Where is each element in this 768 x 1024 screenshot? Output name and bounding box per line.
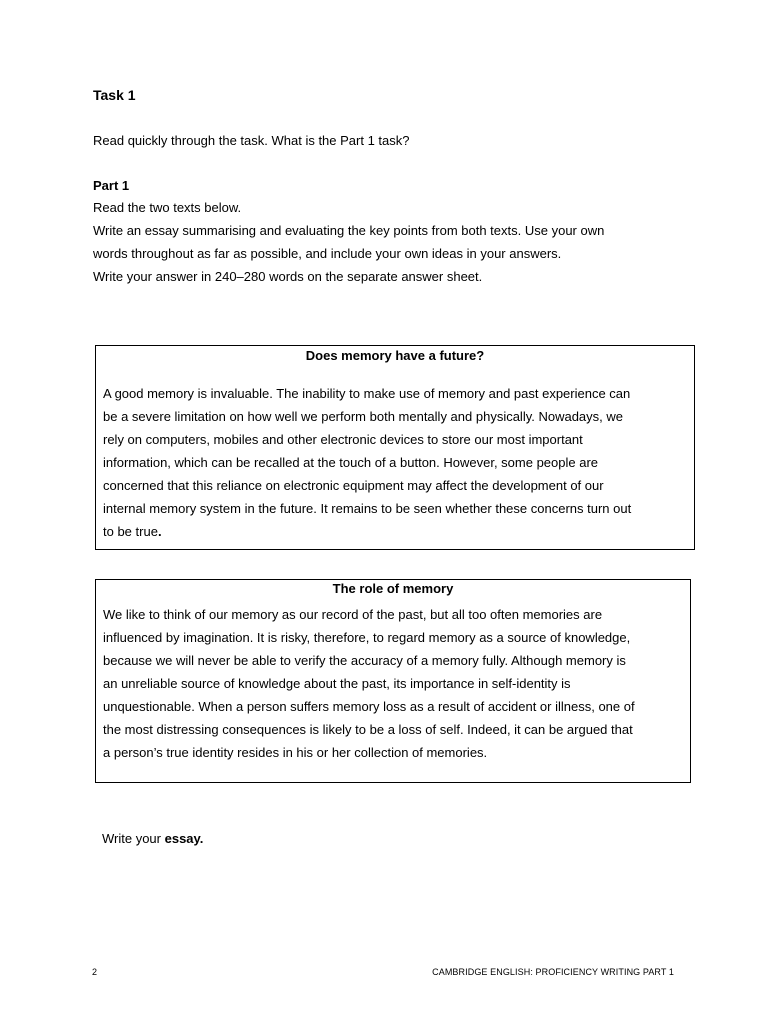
paragraph-line: unquestionable. When a person suffers memory loss as a result of accident or illness, one of — [103, 699, 635, 714]
task-title: Task 1 — [93, 87, 136, 103]
paragraph-line: concerned that this reliance on electronic equipment may affect the development of our — [103, 478, 604, 493]
paragraph-line-text: to be true — [103, 524, 158, 539]
instruction-line: Read the two texts below. — [93, 200, 242, 215]
task-intro: Read quickly through the task. What is the Part 1 task? — [93, 133, 410, 148]
bold-full-stop: . — [157, 524, 162, 539]
text-box-heading: Does memory have a future? — [305, 348, 485, 363]
paragraph-line: because we will never be able to verify the accuracy of a memory fully. Although memory is — [103, 653, 626, 668]
text-box-paragraph — [103, 382, 687, 543]
closing-emphasis: essay. — [164, 831, 204, 846]
paragraph-line: an unreliable source of knowledge about the past, its importance in self-identity is — [103, 676, 571, 691]
paragraph-line: A good memory is invaluable. The inability to make use of memory and past experience can — [103, 386, 631, 401]
paragraph-line: the most distressing consequences is likely to be a loss of self. Indeed, it can be argued that — [103, 722, 633, 737]
instruction-line: Write your answer in 240–280 words on the separate answer sheet. — [93, 269, 483, 284]
part-title: Part 1 — [93, 178, 130, 193]
text-box-memory-future — [95, 345, 695, 550]
paragraph-line: rely on computers, mobiles and other electronic devices to store our most important — [103, 432, 583, 447]
text-box-heading: The role of memory — [332, 581, 454, 596]
paragraph-line: be a severe limitation on how well we perform both mentally and physically. Nowadays, we — [103, 409, 624, 424]
paragraph-line: information, which can be recalled at the touch of a button. However, some people are — [103, 455, 599, 470]
instruction-line: words throughout as far as possible, and include your own ideas in your answers. — [93, 246, 562, 261]
closing-prefix: Write your — [102, 831, 165, 846]
paragraph-line: internal memory system in the future. It remains to be seen whether these concerns turn out — [103, 501, 632, 516]
closing-instruction — [102, 831, 203, 846]
footer-title: CAMBRIDGE ENGLISH: PROFICIENCY WRITING PART 1 — [432, 967, 674, 977]
paragraph-line: influenced by imagination. It is risky, therefore, to regard memory as a source of knowledge, — [103, 630, 631, 645]
instruction-line: Write an essay summarising and evaluating the key points from both texts. Use your own — [93, 223, 605, 238]
paragraph-line — [103, 520, 687, 543]
text-box-paragraph — [103, 603, 683, 764]
page-number: 2 — [92, 967, 98, 977]
text-box-role-of-memory — [95, 579, 691, 783]
paragraph-line: a person’s true identity resides in his or her collection of memories. — [103, 745, 488, 760]
paragraph-line: We like to think of our memory as our record of the past, but all too often memories are — [103, 607, 603, 622]
part-instructions — [93, 175, 693, 288]
